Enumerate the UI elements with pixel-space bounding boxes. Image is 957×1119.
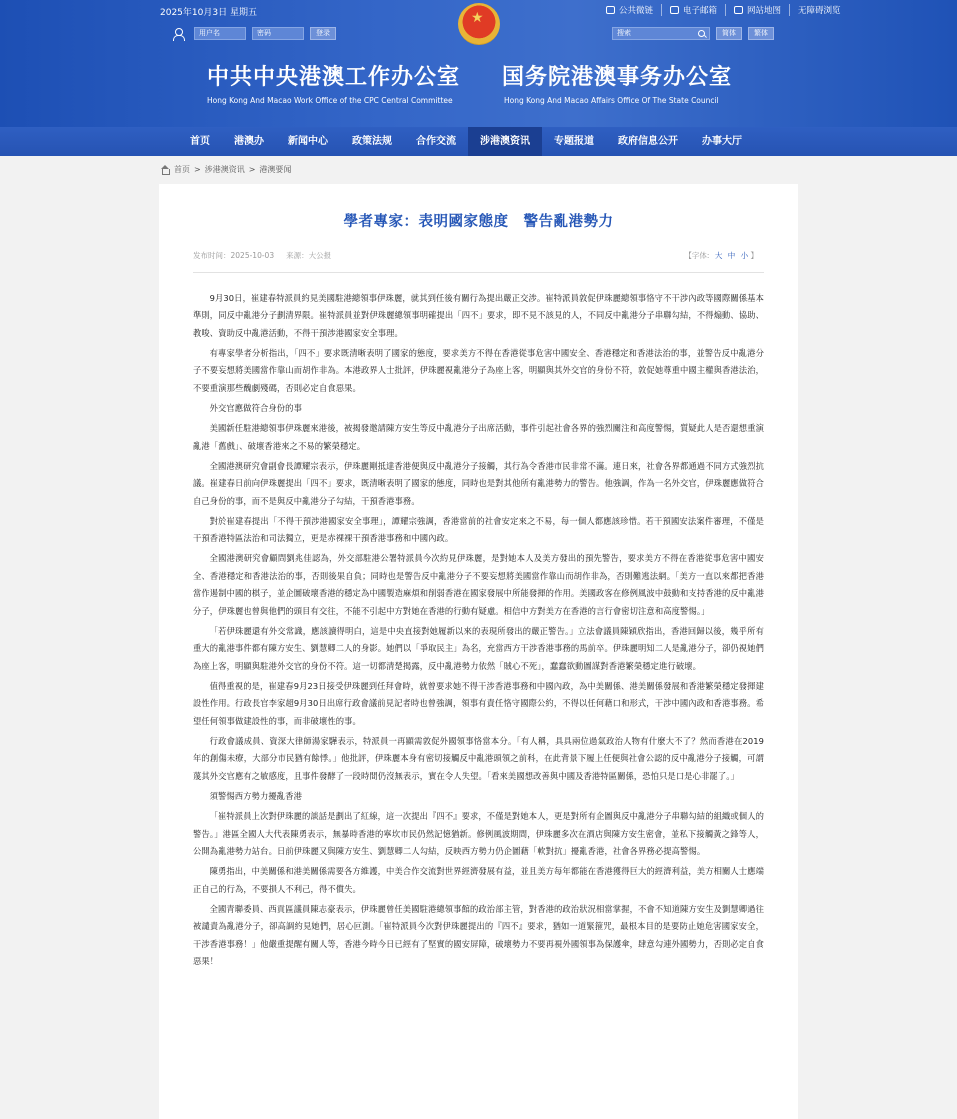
nav-gov-info[interactable]: 政府信息公开 bbox=[618, 136, 678, 147]
nav-home[interactable]: 首页 bbox=[190, 136, 210, 147]
login-form bbox=[172, 27, 336, 40]
mail-icon bbox=[670, 6, 679, 14]
font-size-small[interactable]: 小 bbox=[740, 251, 749, 260]
search-input[interactable]: 搜索 bbox=[612, 27, 710, 40]
article-paragraph: 全國港澳研究會副會長譚耀宗表示，伊珠麗剛抵達香港便與反中亂港分子接觸，其行為令香港市民非常不滿。連日來，社會各界都通過不同方式強烈抗議。崔建春日前向伊珠麗提出「四不」要求，既清晰表明了國家的態度，同時也是對其他所有亂港勢力的警告。他強調，作為一名外交官，伊珠麗應做符合自己身份的事，而不是與反中亂港分子勾結，干預香港事務。 bbox=[193, 460, 764, 506]
article-card bbox=[159, 184, 798, 1119]
top-link-sitemap[interactable]: 网站地图 bbox=[725, 4, 789, 16]
search-icon[interactable] bbox=[698, 30, 705, 37]
office-title-left: 中共中央港澳工作办公室 bbox=[207, 65, 461, 90]
article-paragraph: 全國港澳研究會顧問劉兆佳認為，外交部駐港公署特派員今次約見伊珠麗，是對她本人及美方發出的預先警告，要求美方不得在香港從事危害中國安全、香港穩定和香港法治的事，否則後果自負；同時也是警告反中亂港分子不要妄想將美國當作靠山而胡作非為，否則難逃法網。「美方一直以來都把香港當作遏制中國的棋子，並企圖破壞香港的穩定為中國製造麻煩和削弱香港在國家發展中所能發揮的作用。美國政客在修例風波中鼓動和支持香港的反中亂港分子，伊珠麗也曾與他們的頭目有交往，不能不引起中方對她在香港的行動有疑慮。相信中方對美方在香港的言行會密切注意和高度警惕。」 bbox=[193, 553, 764, 616]
main-nav bbox=[0, 127, 957, 156]
article-paragraph: 全國青聯委員、西貢區議員陳志豪表示，伊珠麗曾任美國駐港總領事館的政治部主管，對香港的政治狀況相當掌握，不會不知道陳方安生及劉慧卿過往被譴責為亂港分子，卻高調約見她們，居心叵測。「崔特派員今次對伊珠麗提出的『四不』要求，猶如一道緊箍咒，最根本目的是要防止她危害國家安全，干涉香港事務！」他嚴重提醒有關人等，香港今時今日已經有了堅實的國安屏障，破壞勢力不要再視外國領事為保護傘，肆意勾連外國勢力，否則必定自食惡果！ bbox=[193, 903, 764, 966]
simplified-chinese-button[interactable]: 简体 bbox=[716, 27, 742, 40]
divider bbox=[193, 272, 764, 273]
breadcrumb-section[interactable]: 涉港澳资讯 bbox=[204, 165, 245, 174]
site-header bbox=[0, 0, 957, 127]
article-paragraph: 「崔特派員上次對伊珠麗的談話是劃出了紅線，這一次提出『四不』要求，不僅是對她本人，更是對所有企圖與反中亂港分子串聯勾結的組織或個人的警告。」港區全國人大代表陳勇表示，無暴時香港的寧坎市民仍然記憶猶新。修例風波期間，伊珠麗多次在酒店與陳方安生密會，並私下接觸黃之鋒等人，公開為亂港勢力站台。日前伊珠麗又與陳方安生、劉慧卿二人勾結，反映西方勢力仍企圖藉「軟對抗」擾亂香港，社會各界務必提高警惕。 bbox=[193, 811, 764, 856]
office-subtitle-right: Hong Kong And Macao Affairs Office Of The State Council bbox=[504, 96, 719, 105]
article-paragraph: 陳勇指出，中美關係和港美關係需要各方維護，中美合作交流對世界經濟發展有益，並且美方每年都能在香港獲得巨大的經濟利益，美方相關人士應端正自己的行為，不要損人不利己，得不償失。 bbox=[193, 866, 764, 894]
sitemap-icon bbox=[734, 6, 743, 14]
article-body bbox=[193, 290, 764, 973]
article-title: 學者專家：表明國家態度 警告亂港勢力 bbox=[343, 214, 614, 230]
office-title-right: 国务院港澳事务办公室 bbox=[502, 65, 733, 90]
top-links bbox=[606, 4, 849, 16]
article-paragraph: 對於崔建春提出「不得干預涉港國家安全事理」，譚耀宗強調，香港當前的社會安定來之不易，每一個人都應該珍惜。若干預國安法案件審理，不僅是干預香港特區法治和司法獨立，更是赤裸裸干預香港事務和中國內政。 bbox=[193, 515, 764, 544]
article-paragraph: 「若伊珠麗還有外交常識，應該讀得明白，這是中央直接對她履新以來的表現所發出的嚴正警告。」立法會議員陳穎欣指出，香港回歸以後，幾乎所有重大的亂港事件都有陳方安生、劉慧卿二人的身影。她們以「爭取民主」為名，充當西方干涉香港事務的馬前卒。伊珠麗明知二人是亂港分子，卻仍視她們為座上客，明顯與駐港外交官的身份不符。這一切都清楚揭露，反中亂港勢力依然「賊心不死」，蠢蠢欲動圖謀對香港繁榮穩定進行破壞。 bbox=[193, 625, 764, 671]
breadcrumb-current[interactable]: 港澳要闻 bbox=[259, 165, 292, 174]
nav-cooperation[interactable]: 合作交流 bbox=[416, 136, 456, 147]
breadcrumb-home[interactable]: 首页 bbox=[174, 165, 190, 174]
breadcrumb-separator: > bbox=[248, 165, 256, 174]
breadcrumb bbox=[160, 164, 291, 175]
user-icon bbox=[172, 28, 184, 40]
article-paragraph: 美國新任駐港總領事伊珠麗來港後，被揭發邀請陳方安生等反中亂港分子出席活動，事件引起社會各界的強烈關注和高度警惕，質疑此人是否還想重演亂港「舊戲」、破壞香港來之不易的繁榮穩定。 bbox=[193, 423, 764, 451]
nav-news-center[interactable]: 新闻中心 bbox=[288, 136, 328, 147]
login-button[interactable]: 登录 bbox=[310, 27, 336, 40]
article-meta bbox=[193, 250, 331, 261]
article-paragraph: 行政會議成員、資深大律師湯家驊表示，特派員一再顯需敦促外國領事恪當本分。「有人稱，具具兩位過氣政治人物有什麼大不了？然而香港在2019年的創傷未療，大部分市民猶有餘悸。」他批評，伊珠麗本身有密切接觸反中亂港頭領之前科，在此背景下履上任便與社會公認的反中亂港分子接觸，可謂蔑其外交官應有之敏感度，且事件發酵了一段時間仍沒無表示，實在令人失望。「看來美國想改善與中國及香港特區關係，恐怕只是口是心非罷了。」 bbox=[193, 735, 764, 781]
traditional-chinese-button[interactable]: 繁体 bbox=[748, 27, 774, 40]
search-area bbox=[612, 27, 774, 40]
font-size-medium[interactable]: 中 bbox=[727, 251, 736, 260]
article-paragraph: 9月30日，崔建春特派員約見美國駐港總領事伊珠麗，就其到任後有關行為提出嚴正交涉。崔特派員敦促伊珠麗總領事恪守不干涉內政等國際關係基本準則，同反中亂港分子劃清界限。崔特派員並對伊珠麗總領事明確提出「四不」要求，即不見不該見的人，不同反中亂港分子串聯勾結，不得煽動、協助、教唆、資助反中亂港活動，不得干預涉港國家安全事理。 bbox=[193, 293, 764, 338]
font-size-large[interactable]: 大 bbox=[714, 251, 723, 260]
current-date: 2025年10月3日 星期五 bbox=[160, 8, 257, 18]
top-link-email[interactable]: 电子邮箱 bbox=[661, 4, 725, 16]
article-paragraph: 有專家學者分析指出，「四不」要求既清晰表明了國家的態度，要求美方不得在香港從事危害中國安全、香港穩定和香港法治的事，並警告反中亂港分子不要妄想將美國當作靠山而胡作非為。本港政界人士批評，伊珠麗視亂港分子為座上客，明顯與其外交官的身份不符，敦促她尊重中國主權與香港法治，不要重演那些醜劇殘碼，否則必定自食惡果。 bbox=[193, 348, 764, 393]
office-subtitle-left: Hong Kong And Macao Work Office of the CPC Central Committee bbox=[207, 96, 453, 105]
nav-office[interactable]: 港澳办 bbox=[234, 136, 264, 147]
nav-policies[interactable]: 政策法规 bbox=[352, 136, 392, 147]
top-link-weibo[interactable]: 公共微链 bbox=[606, 4, 661, 16]
national-emblem-icon: ★ bbox=[458, 3, 500, 45]
publish-time: 发布时间：2025-10-03 bbox=[193, 251, 275, 260]
font-size-control: 【字体: 大 中 小 】 bbox=[684, 251, 758, 260]
password-input[interactable]: 密码 bbox=[252, 27, 304, 40]
article-paragraph: 值得重視的是，崔建春9月23日接受伊珠麗到任拜會時，就曾要求她不得干涉香港事務和中國內政，為中美關係、港美關係發展和香港繁榮穩定發揮建設性作用。行政長官李家超9月30日出席行政會議前見記者時也曾強調，領事有責任恪守國際公約，不得以任何藉口和形式，干涉中國內政和香港事務。希望任何領事做建設性的事，而非破壞性的事。 bbox=[193, 680, 764, 726]
nav-hkmacao-news[interactable]: 涉港澳资讯 bbox=[468, 127, 542, 156]
username-input[interactable]: 用户名 bbox=[194, 27, 246, 40]
home-icon bbox=[160, 165, 170, 174]
breadcrumb-separator: > bbox=[194, 165, 201, 174]
article-source: 来源：大公报 bbox=[286, 251, 332, 260]
weibo-icon bbox=[606, 6, 615, 14]
nav-special-reports[interactable]: 专题报道 bbox=[554, 136, 594, 147]
top-link-accessibility[interactable]: 无障碍浏览 bbox=[789, 4, 849, 16]
nav-services[interactable]: 办事大厅 bbox=[702, 136, 742, 147]
article-subheading: 外交官應做符合身份的事 bbox=[209, 403, 302, 414]
article-subheading: 須警惕西方勢力擾亂香港 bbox=[209, 790, 302, 801]
